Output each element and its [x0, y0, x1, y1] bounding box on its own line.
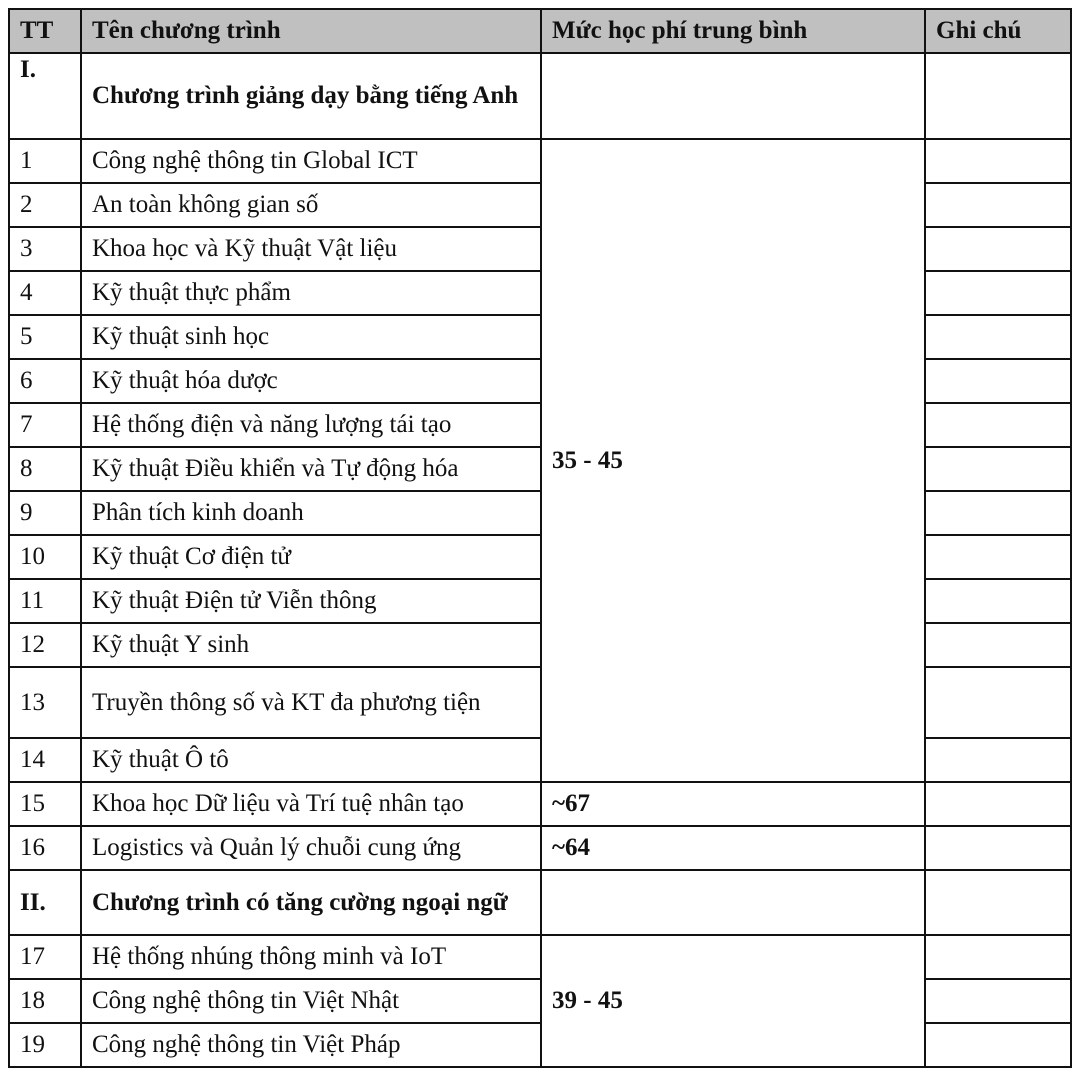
table-row [9, 139, 1071, 183]
program-name: Kỹ thuật Điều khiển và Tự động hóa [81, 447, 541, 491]
table-row [9, 782, 1071, 826]
table-row [9, 826, 1071, 870]
row-number: 7 [9, 403, 81, 447]
note-cell [925, 491, 1071, 535]
program-name: Kỹ thuật Ô tô [81, 738, 541, 782]
row-number: 14 [9, 738, 81, 782]
note-cell [925, 579, 1071, 623]
note-cell [925, 315, 1071, 359]
note-cell [925, 183, 1071, 227]
note-cell [925, 447, 1071, 491]
tuition-table [8, 8, 1072, 1068]
header-note: Ghi chú [925, 9, 1071, 53]
note-cell [925, 870, 1071, 935]
row-number: 6 [9, 359, 81, 403]
note-cell [925, 535, 1071, 579]
header-row [9, 9, 1071, 53]
program-name: Hệ thống điện và năng lượng tái tạo [81, 403, 541, 447]
section-row [9, 870, 1071, 935]
header-average-fee: Mức học phí trung bình [541, 9, 925, 53]
note-cell [925, 738, 1071, 782]
section-number: II. [9, 870, 81, 935]
row-number: 9 [9, 491, 81, 535]
row-number: 12 [9, 623, 81, 667]
note-cell [925, 935, 1071, 979]
note-cell [925, 403, 1071, 447]
fee-cell [541, 53, 925, 139]
note-cell [925, 271, 1071, 315]
note-cell [925, 139, 1071, 183]
program-name: Kỹ thuật sinh học [81, 315, 541, 359]
row-number: 5 [9, 315, 81, 359]
program-name: Truyền thông số và KT đa phương tiện [81, 667, 541, 738]
row-number: 18 [9, 979, 81, 1023]
program-name: Công nghệ thông tin Global ICT [81, 139, 541, 183]
program-name: Kỹ thuật Điện tử Viễn thông [81, 579, 541, 623]
fee-cell: ~64 [541, 826, 925, 870]
program-name: Khoa học và Kỹ thuật Vật liệu [81, 227, 541, 271]
program-name: Logistics và Quản lý chuỗi cung ứng [81, 826, 541, 870]
fee-cell: ~67 [541, 782, 925, 826]
program-name: Kỹ thuật Cơ điện tử [81, 535, 541, 579]
note-cell [925, 53, 1071, 139]
section-row [9, 53, 1071, 139]
program-name: Khoa học Dữ liệu và Trí tuệ nhân tạo [81, 782, 541, 826]
header-program-name: Tên chương trình [81, 9, 541, 53]
row-number: 13 [9, 667, 81, 738]
program-name: Phân tích kinh doanh [81, 491, 541, 535]
note-cell [925, 667, 1071, 738]
program-name: Kỹ thuật thực phẩm [81, 271, 541, 315]
row-number: 8 [9, 447, 81, 491]
program-name: An toàn không gian số [81, 183, 541, 227]
note-cell [925, 623, 1071, 667]
program-name: Công nghệ thông tin Việt Nhật [81, 979, 541, 1023]
program-name: Hệ thống nhúng thông minh và IoT [81, 935, 541, 979]
header-tt: TT [9, 9, 81, 53]
table-row [9, 935, 1071, 979]
note-cell [925, 826, 1071, 870]
fee-cell: 39 - 45 [541, 935, 925, 1067]
note-cell [925, 227, 1071, 271]
row-number: 2 [9, 183, 81, 227]
row-number: 17 [9, 935, 81, 979]
section-number: I. [9, 53, 81, 139]
row-number: 19 [9, 1023, 81, 1067]
note-cell [925, 1023, 1071, 1067]
program-name: Công nghệ thông tin Việt Pháp [81, 1023, 541, 1067]
row-number: 4 [9, 271, 81, 315]
note-cell [925, 782, 1071, 826]
row-number: 11 [9, 579, 81, 623]
program-name: Kỹ thuật Y sinh [81, 623, 541, 667]
row-number: 3 [9, 227, 81, 271]
row-number: 10 [9, 535, 81, 579]
program-name: Kỹ thuật hóa dược [81, 359, 541, 403]
fee-cell: 35 - 45 [541, 139, 925, 782]
row-number: 15 [9, 782, 81, 826]
section-title: Chương trình giảng dạy bằng tiếng Anh [81, 53, 541, 139]
fee-cell [541, 870, 925, 935]
note-cell [925, 979, 1071, 1023]
note-cell [925, 359, 1071, 403]
row-number: 1 [9, 139, 81, 183]
row-number: 16 [9, 826, 81, 870]
section-title: Chương trình có tăng cường ngoại ngữ [81, 870, 541, 935]
